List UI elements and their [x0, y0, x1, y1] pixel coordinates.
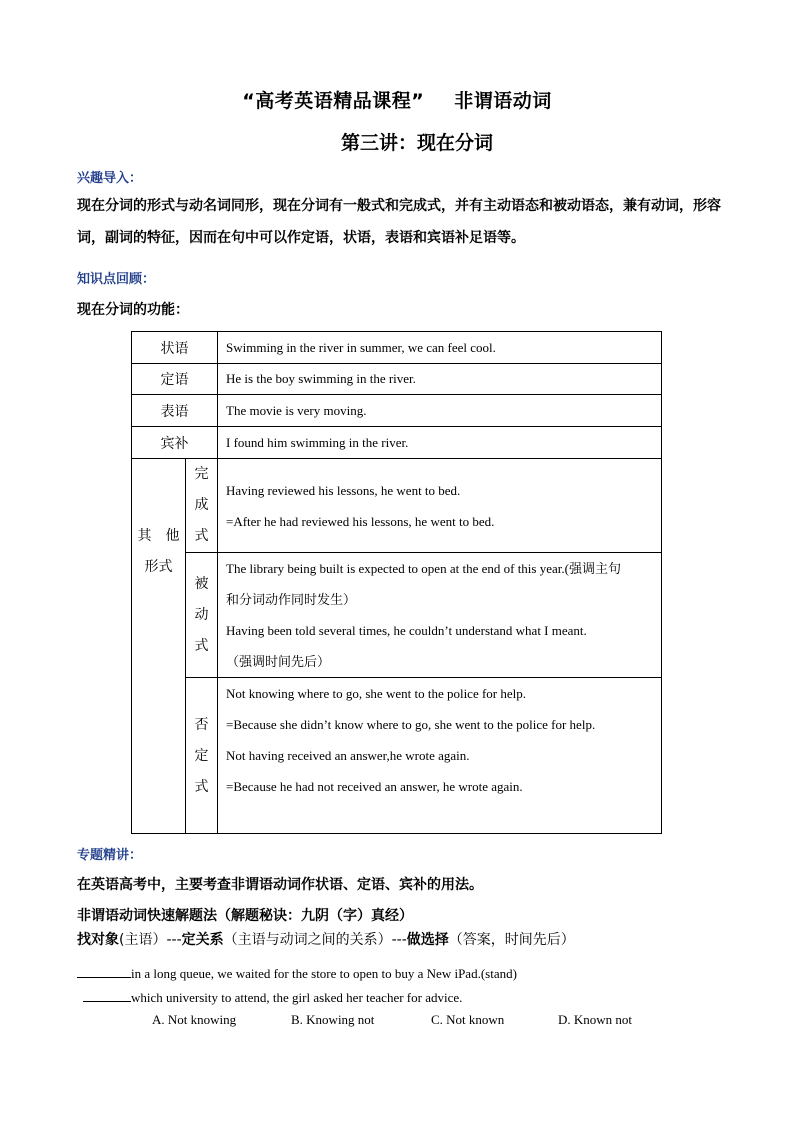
functions-table	[131, 331, 662, 834]
keyword-choose: 做选择	[406, 932, 449, 948]
negative-form-label	[186, 678, 218, 834]
form-char: 完	[194, 466, 209, 482]
answer-blank[interactable]	[77, 963, 131, 978]
other-label-line-1: 其 他	[137, 528, 180, 544]
option-d: D. Known not	[558, 1012, 633, 1027]
lecture-title: 第三讲：现在分词	[340, 132, 493, 154]
intro-line-1: 现在分词的形式与动名词同形，现在分词有一般式和完成式，并有主动语态和被动语态，兼有动词，形容	[77, 198, 721, 214]
exercise-text: in a long queue, we waited for the store to open to buy a New iPad.(stand)	[131, 966, 517, 981]
focus-line-3	[77, 929, 575, 949]
focus-text: （答案，时间先后）	[448, 932, 575, 948]
example-line: Having reviewed his lessons, he went to bed.	[226, 482, 461, 498]
other-label-line-2: 形式	[144, 559, 173, 575]
table-row-perfect	[132, 459, 662, 553]
exercise-text: which university to attend, the girl asked her teacher for advice.	[131, 990, 463, 1005]
form-char: 式	[194, 779, 209, 795]
topic-name: 非谓语动词	[454, 90, 552, 112]
table-row	[132, 332, 662, 364]
example-line: Having been told several times, he couldn’t understand what I meant.	[226, 623, 587, 638]
focus-text: （主语与动词之间的关系）---	[223, 932, 407, 948]
row-label: 表语	[132, 395, 218, 427]
example-line: =Because she didn’t know where to go, she went to the police for help.	[226, 717, 596, 732]
table-row	[132, 427, 662, 459]
passive-form-label	[186, 553, 218, 678]
form-char: 否	[194, 717, 209, 733]
passive-examples	[218, 553, 662, 678]
example-line: 和分词动作同时发生）	[226, 592, 357, 607]
form-char: 定	[194, 748, 209, 764]
example-line: The library being built is expected to open at the end of this year.(强调主句	[226, 561, 621, 576]
negative-examples	[218, 678, 662, 834]
example-line: =Because he had not received an answer, he wrote again.	[226, 779, 523, 794]
focus-text: (主语）---	[119, 932, 182, 948]
course-name: “高考英语精品课程”	[242, 90, 425, 112]
example-line: Not having received an answer,he wrote again.	[226, 748, 470, 763]
example-line: Not knowing where to go, she went to the police for help.	[226, 686, 527, 701]
form-char: 式	[194, 528, 209, 544]
other-forms-label	[132, 459, 186, 834]
form-char: 式	[194, 637, 209, 654]
option-c: C. Not known	[431, 1012, 505, 1027]
intro-line-2: 词，副词的特征，因而在句中可以作定语，状语，表语和宾语补足语等。	[77, 230, 525, 246]
exercise-1	[77, 963, 517, 982]
focus-line-2: 非谓语动词快速解题法（解题秘诀：九阴（字）真经）	[77, 908, 413, 924]
example-line: （强调时间先后）	[226, 654, 331, 669]
table-row-negative	[132, 678, 662, 834]
form-char: 被	[194, 575, 209, 592]
row-example: The movie is very moving.	[218, 395, 662, 427]
row-label: 宾补	[132, 427, 218, 459]
answer-blank[interactable]	[83, 987, 131, 1002]
intro-heading: 兴趣导入：	[77, 171, 143, 186]
row-label: 定语	[132, 364, 218, 395]
focus-line-1: 在英语高考中，主要考查非谓语动词作状语、定语、宾补的用法。	[77, 877, 483, 893]
exercise-2	[83, 987, 462, 1006]
keyword-object: 找对象	[77, 932, 119, 948]
keyword-relation: 定关系	[181, 932, 224, 948]
option-a: A. Not knowing	[152, 1012, 237, 1027]
form-char: 成	[194, 497, 209, 513]
option-b: B. Knowing not	[291, 1012, 375, 1027]
form-char: 动	[194, 606, 209, 623]
row-example: Swimming in the river in summer, we can feel cool.	[218, 332, 662, 364]
perfect-form-label	[186, 459, 218, 553]
perfect-examples	[218, 459, 662, 553]
table-row	[132, 395, 662, 427]
course-title	[0, 86, 794, 113]
example-line: =After he had reviewed his lessons, he went to bed.	[226, 513, 495, 529]
focus-heading: 专题精讲：	[77, 848, 143, 863]
table-row	[132, 364, 662, 395]
review-subheading: 现在分词的功能：	[77, 302, 189, 318]
row-example: I found him swimming in the river.	[218, 427, 662, 459]
row-example: He is the boy swimming in the river.	[218, 364, 662, 395]
table-row-passive	[132, 553, 662, 678]
review-heading: 知识点回顾：	[77, 272, 156, 287]
row-label: 状语	[132, 332, 218, 364]
